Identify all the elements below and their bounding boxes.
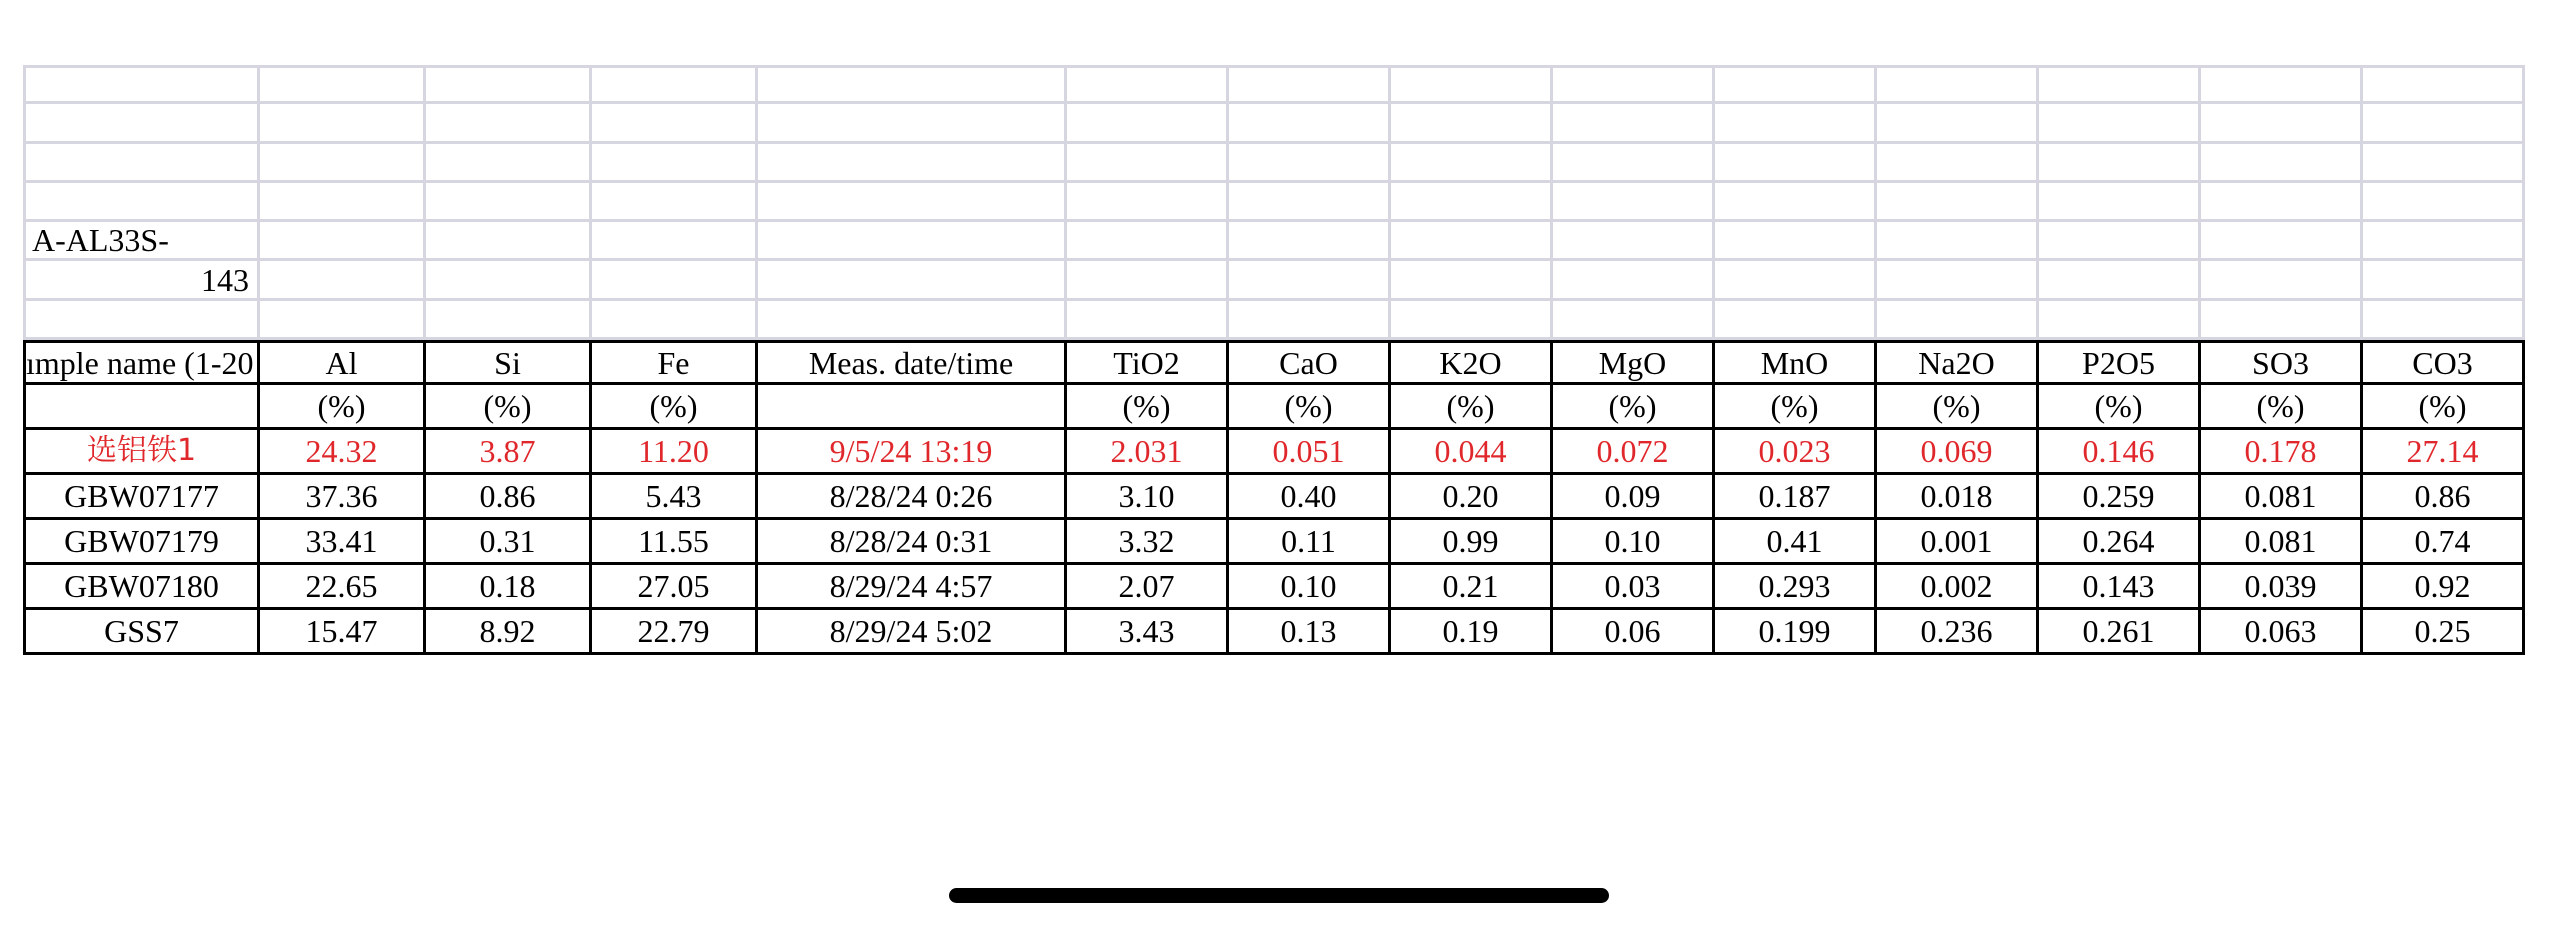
- value-cell[interactable]: 0.236: [1877, 610, 2039, 655]
- header-row: [23, 340, 2527, 385]
- value-cell[interactable]: 22.79: [592, 610, 758, 655]
- grid-cell[interactable]: [1391, 261, 1553, 300]
- grid-cell[interactable]: [1067, 222, 1229, 261]
- value-cell[interactable]: 0.018: [1877, 475, 2039, 520]
- datetime-cell[interactable]: 8/29/24 5:02: [758, 610, 1067, 655]
- grid-cell[interactable]: [426, 65, 592, 104]
- sample-id-line2-cell[interactable]: 143: [23, 261, 260, 300]
- value-cell[interactable]: 0.40: [1229, 475, 1391, 520]
- grid-cell[interactable]: [2039, 301, 2201, 340]
- grid-cell[interactable]: [426, 104, 592, 143]
- unit-cell[interactable]: (%): [592, 385, 758, 430]
- value-cell[interactable]: 0.20: [1391, 475, 1553, 520]
- grid-cell[interactable]: [1067, 261, 1229, 300]
- grid-cell[interactable]: [1553, 261, 1715, 300]
- table-row: [23, 520, 2527, 565]
- value-cell[interactable]: 0.10: [1553, 520, 1715, 565]
- header-co3[interactable]: CO3: [2363, 340, 2525, 385]
- value-cell[interactable]: 3.87: [426, 430, 592, 475]
- grid-cell[interactable]: [592, 222, 758, 261]
- grid-cell[interactable]: [23, 183, 260, 222]
- grid-cell[interactable]: [2201, 301, 2363, 340]
- grid-cell[interactable]: [1067, 65, 1229, 104]
- home-indicator[interactable]: [949, 888, 1609, 903]
- unit-cell[interactable]: (%): [426, 385, 592, 430]
- value-cell[interactable]: 0.18: [426, 565, 592, 610]
- value-cell[interactable]: 0.10: [1229, 565, 1391, 610]
- value-cell[interactable]: 0.023: [1715, 430, 1877, 475]
- grid-cell[interactable]: [426, 301, 592, 340]
- value-cell[interactable]: 0.31: [426, 520, 592, 565]
- grid-cell[interactable]: [1229, 144, 1391, 183]
- grid-row-5: [23, 222, 2527, 261]
- grid-cell[interactable]: [1877, 144, 2039, 183]
- grid-cell[interactable]: [592, 183, 758, 222]
- unit-cell[interactable]: [758, 385, 1067, 430]
- value-cell[interactable]: 0.09: [1553, 475, 1715, 520]
- grid-cell[interactable]: [592, 65, 758, 104]
- grid-cell[interactable]: [1553, 301, 1715, 340]
- value-cell[interactable]: 0.199: [1715, 610, 1877, 655]
- grid-cell[interactable]: [2363, 261, 2525, 300]
- value-cell[interactable]: 8.92: [426, 610, 592, 655]
- grid-row-7: [23, 301, 2527, 340]
- value-cell[interactable]: 11.20: [592, 430, 758, 475]
- grid-cell[interactable]: [1715, 261, 1877, 300]
- grid-cell[interactable]: [1229, 261, 1391, 300]
- grid-cell[interactable]: [1067, 301, 1229, 340]
- value-cell[interactable]: 2.031: [1067, 430, 1229, 475]
- sample-name-cell[interactable]: 选铝铁1: [23, 430, 260, 475]
- value-cell[interactable]: 0.03: [1553, 565, 1715, 610]
- value-cell[interactable]: 27.14: [2363, 430, 2525, 475]
- value-cell[interactable]: 0.187: [1715, 475, 1877, 520]
- grid-cell[interactable]: [260, 183, 426, 222]
- value-cell[interactable]: 0.039: [2201, 565, 2363, 610]
- grid-cell[interactable]: [1715, 301, 1877, 340]
- value-cell[interactable]: 0.002: [1877, 565, 2039, 610]
- grid-cell[interactable]: [758, 222, 1067, 261]
- value-cell[interactable]: 3.43: [1067, 610, 1229, 655]
- grid-cell[interactable]: [1229, 183, 1391, 222]
- grid-cell[interactable]: [758, 65, 1067, 104]
- grid-cell[interactable]: [2039, 104, 2201, 143]
- grid-cell[interactable]: [260, 301, 426, 340]
- grid-cell[interactable]: [592, 261, 758, 300]
- grid-cell[interactable]: [758, 183, 1067, 222]
- header-p2o5[interactable]: P2O5: [2039, 340, 2201, 385]
- grid-cell[interactable]: [1877, 104, 2039, 143]
- value-cell[interactable]: 0.13: [1229, 610, 1391, 655]
- value-cell[interactable]: 0.072: [1553, 430, 1715, 475]
- value-cell[interactable]: 0.99: [1391, 520, 1553, 565]
- grid-cell[interactable]: [2363, 183, 2525, 222]
- sample-name-cell[interactable]: GBW07180: [23, 565, 260, 610]
- value-cell[interactable]: 2.07: [1067, 565, 1229, 610]
- grid-cell[interactable]: [2363, 104, 2525, 143]
- grid-cell[interactable]: [758, 261, 1067, 300]
- grid-cell[interactable]: [1553, 222, 1715, 261]
- grid-cell[interactable]: [1877, 222, 2039, 261]
- grid-cell[interactable]: [1067, 104, 1229, 143]
- grid-cell[interactable]: [260, 261, 426, 300]
- grid-row-6: [23, 261, 2527, 300]
- value-cell[interactable]: 0.86: [2363, 475, 2525, 520]
- grid-cell[interactable]: [2039, 261, 2201, 300]
- grid-row-3: [23, 144, 2527, 183]
- grid-cell[interactable]: [1229, 104, 1391, 143]
- value-cell[interactable]: 15.47: [260, 610, 426, 655]
- value-cell[interactable]: 24.32: [260, 430, 426, 475]
- grid-cell[interactable]: [426, 222, 592, 261]
- grid-cell[interactable]: [1877, 65, 2039, 104]
- grid-cell[interactable]: [1553, 65, 1715, 104]
- grid-cell[interactable]: [2363, 222, 2525, 261]
- unit-cell[interactable]: (%): [2039, 385, 2201, 430]
- units-row: [23, 385, 2527, 430]
- table-row: [23, 610, 2527, 655]
- header-mno[interactable]: MnO: [1715, 340, 1877, 385]
- grid-cell[interactable]: [1391, 301, 1553, 340]
- header-na2o[interactable]: Na2O: [1877, 340, 2039, 385]
- sample-name-cell[interactable]: GBW07177: [23, 475, 260, 520]
- grid-cell[interactable]: [260, 65, 426, 104]
- grid-cell[interactable]: [260, 222, 426, 261]
- value-cell[interactable]: 0.11: [1229, 520, 1391, 565]
- grid-cell[interactable]: [2363, 65, 2525, 104]
- value-cell[interactable]: 0.264: [2039, 520, 2201, 565]
- grid-cell[interactable]: [1391, 65, 1553, 104]
- value-cell[interactable]: 0.051: [1229, 430, 1391, 475]
- value-cell[interactable]: 0.19: [1391, 610, 1553, 655]
- spreadsheet: [23, 65, 2527, 655]
- header-meas-datetime[interactable]: Meas. date/time: [758, 340, 1067, 385]
- value-cell[interactable]: 0.259: [2039, 475, 2201, 520]
- grid-cell[interactable]: [1715, 104, 1877, 143]
- grid-cell[interactable]: [1229, 65, 1391, 104]
- value-cell[interactable]: 0.081: [2201, 475, 2363, 520]
- grid-cell[interactable]: [426, 183, 592, 222]
- grid-cell[interactable]: [1391, 222, 1553, 261]
- grid-cell[interactable]: [23, 144, 260, 183]
- grid-cell[interactable]: [2039, 144, 2201, 183]
- datetime-cell[interactable]: 9/5/24 13:19: [758, 430, 1067, 475]
- grid-cell[interactable]: [1715, 65, 1877, 104]
- header-sample-name[interactable]: ımple name (1-20: [23, 340, 260, 385]
- grid-cell[interactable]: [1067, 144, 1229, 183]
- grid-cell[interactable]: [1877, 301, 2039, 340]
- grid-cell[interactable]: [2039, 183, 2201, 222]
- header-mgo[interactable]: MgO: [1553, 340, 1715, 385]
- grid-cell[interactable]: [758, 104, 1067, 143]
- value-cell[interactable]: 33.41: [260, 520, 426, 565]
- value-cell[interactable]: 3.32: [1067, 520, 1229, 565]
- grid-cell[interactable]: [758, 301, 1067, 340]
- header-so3[interactable]: SO3: [2201, 340, 2363, 385]
- grid-cell[interactable]: [2201, 104, 2363, 143]
- header-fe[interactable]: Fe: [592, 340, 758, 385]
- grid-cell[interactable]: [23, 65, 260, 104]
- unit-cell[interactable]: (%): [2201, 385, 2363, 430]
- grid-cell[interactable]: [592, 144, 758, 183]
- value-cell[interactable]: 5.43: [592, 475, 758, 520]
- grid-cell[interactable]: [1391, 144, 1553, 183]
- grid-cell[interactable]: [2039, 65, 2201, 104]
- grid-cell[interactable]: [1553, 183, 1715, 222]
- grid-cell[interactable]: [2201, 222, 2363, 261]
- grid-cell[interactable]: [23, 301, 260, 340]
- value-cell[interactable]: 22.65: [260, 565, 426, 610]
- value-cell[interactable]: 0.044: [1391, 430, 1553, 475]
- grid-cell[interactable]: [1391, 183, 1553, 222]
- grid-cell[interactable]: [2363, 301, 2525, 340]
- datetime-cell[interactable]: 8/28/24 0:26: [758, 475, 1067, 520]
- header-al[interactable]: Al: [260, 340, 426, 385]
- value-cell[interactable]: 0.06: [1553, 610, 1715, 655]
- table-row: [23, 565, 2527, 610]
- datetime-cell[interactable]: 8/29/24 4:57: [758, 565, 1067, 610]
- datetime-cell[interactable]: 8/28/24 0:31: [758, 520, 1067, 565]
- value-cell[interactable]: 0.92: [2363, 565, 2525, 610]
- grid-cell[interactable]: [2039, 222, 2201, 261]
- header-k2o[interactable]: K2O: [1391, 340, 1553, 385]
- grid-cell[interactable]: [1553, 104, 1715, 143]
- grid-row-2: [23, 104, 2527, 143]
- value-cell[interactable]: 0.001: [1877, 520, 2039, 565]
- value-cell[interactable]: 11.55: [592, 520, 758, 565]
- grid-cell[interactable]: [1877, 183, 2039, 222]
- grid-cell[interactable]: [2201, 183, 2363, 222]
- grid-cell[interactable]: [592, 104, 758, 143]
- value-cell[interactable]: 0.41: [1715, 520, 1877, 565]
- grid-cell[interactable]: [2201, 261, 2363, 300]
- unit-cell[interactable]: (%): [1229, 385, 1391, 430]
- value-cell[interactable]: 0.063: [2201, 610, 2363, 655]
- grid-cell[interactable]: [426, 144, 592, 183]
- grid-cell[interactable]: [2201, 65, 2363, 104]
- grid-cell[interactable]: [1553, 144, 1715, 183]
- value-cell[interactable]: 0.74: [2363, 520, 2525, 565]
- value-cell[interactable]: 0.178: [2201, 430, 2363, 475]
- grid-cell[interactable]: [23, 104, 260, 143]
- unit-cell[interactable]: (%): [1877, 385, 2039, 430]
- grid-cell[interactable]: [1229, 301, 1391, 340]
- grid-cell[interactable]: [1715, 222, 1877, 261]
- grid-cell[interactable]: [426, 261, 592, 300]
- header-tio2[interactable]: TiO2: [1067, 340, 1229, 385]
- value-cell[interactable]: 0.069: [1877, 430, 2039, 475]
- unit-cell[interactable]: (%): [1391, 385, 1553, 430]
- sample-name-cell[interactable]: GSS7: [23, 610, 260, 655]
- grid-cell[interactable]: [1391, 104, 1553, 143]
- sample-id-line1-cell[interactable]: A-AL33S-: [23, 222, 260, 261]
- unit-cell[interactable]: (%): [2363, 385, 2525, 430]
- unit-cell[interactable]: (%): [260, 385, 426, 430]
- grid-cell[interactable]: [758, 144, 1067, 183]
- grid-cell[interactable]: [1715, 183, 1877, 222]
- value-cell[interactable]: 0.293: [1715, 565, 1877, 610]
- value-cell[interactable]: 0.261: [2039, 610, 2201, 655]
- header-cao[interactable]: CaO: [1229, 340, 1391, 385]
- table-row-highlighted: [23, 430, 2527, 475]
- grid-cell[interactable]: [260, 144, 426, 183]
- unit-cell[interactable]: (%): [1553, 385, 1715, 430]
- value-cell[interactable]: 0.21: [1391, 565, 1553, 610]
- table-row: [23, 475, 2527, 520]
- grid-cell[interactable]: [2201, 144, 2363, 183]
- value-cell[interactable]: 0.146: [2039, 430, 2201, 475]
- value-cell[interactable]: 37.36: [260, 475, 426, 520]
- header-si[interactable]: Si: [426, 340, 592, 385]
- unit-cell[interactable]: (%): [1067, 385, 1229, 430]
- unit-cell[interactable]: (%): [1715, 385, 1877, 430]
- grid-row-1: [23, 65, 2527, 104]
- grid-cell[interactable]: [2363, 144, 2525, 183]
- value-cell[interactable]: 0.081: [2201, 520, 2363, 565]
- unit-cell[interactable]: [23, 385, 260, 430]
- grid-cell[interactable]: [1067, 183, 1229, 222]
- grid-cell[interactable]: [1715, 144, 1877, 183]
- value-cell[interactable]: 0.25: [2363, 610, 2525, 655]
- grid-cell[interactable]: [1229, 222, 1391, 261]
- grid-row-4: [23, 183, 2527, 222]
- grid-cell[interactable]: [1877, 261, 2039, 300]
- sample-name-cell[interactable]: GBW07179: [23, 520, 260, 565]
- grid-cell[interactable]: [592, 301, 758, 340]
- value-cell[interactable]: 27.05: [592, 565, 758, 610]
- grid-cell[interactable]: [260, 104, 426, 143]
- value-cell[interactable]: 0.86: [426, 475, 592, 520]
- value-cell[interactable]: 3.10: [1067, 475, 1229, 520]
- value-cell[interactable]: 0.143: [2039, 565, 2201, 610]
